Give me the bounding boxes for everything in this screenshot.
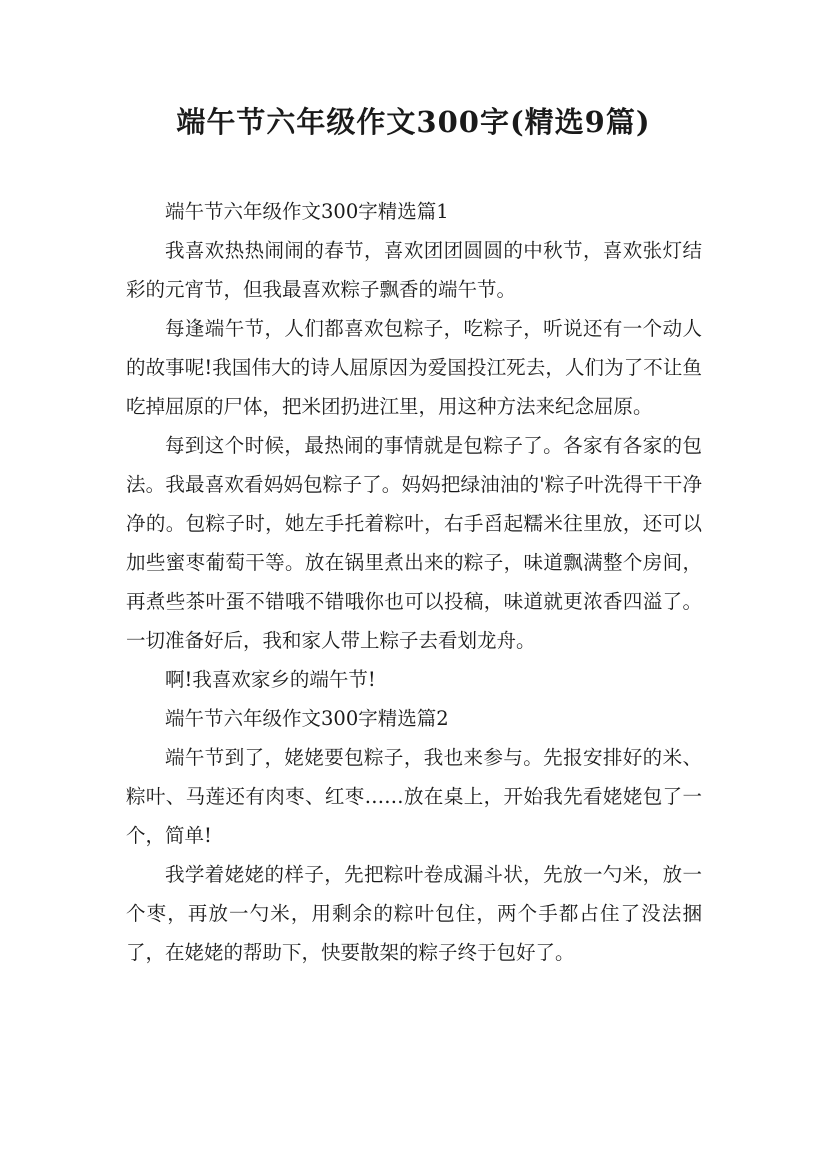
paragraph: 我学着姥姥的样子，先把粽叶卷成漏斗状，先放一勺米，放一个枣，再放一勺米，用剩余的粽叶包住，两个手都占住了没法捆了，在姥姥的帮助下，快要散架的粽子终于包好了。 (126, 863, 702, 964)
paragraph: 端午节到了，姥姥要包粽子，我也来参与。先报安排好的米、粽叶、马莲还有肉枣、红枣……放在桌上，开始我先看姥姥包了一个，简单! (126, 746, 702, 847)
document-title: 端午节六年级作文300字(精选9篇) (176, 105, 651, 139)
paragraph: 每到这个时候，最热闹的事情就是包粽子了。各家有各家的包法。我最喜欢看妈妈包粽子了。妈妈把绿油油的'粽子叶洗得干干净净的。包粽子时，她左手托着粽叶，右手舀起糯米往里放，还可以加些蜜枣葡萄干等。放在锅里煮出来的粽子，味道飘满整个房间，再煮些茶叶蛋不错哦不错哦你也可以投稿，味道就更浓香四溢了。一切准备好后，我和家人带上粽子去看划龙舟。 (126, 434, 702, 652)
paragraph: 啊!我喜欢家乡的端午节! (165, 668, 376, 691)
section-heading-2: 端午节六年级作文300字精选篇2 (165, 707, 449, 730)
paragraph: 每逢端午节，人们都喜欢包粽子，吃粽子，听说还有一个动人的故事呢!我国伟大的诗人屈原因为爱国投江死去，人们为了不让鱼吃掉屈原的尸体，把米团扔进江里，用这种方法来纪念屈原。 (126, 317, 702, 418)
paragraph: 我喜欢热热闹闹的春节，喜欢团团圆圆的中秋节，喜欢张灯结彩的元宵节，但我最喜欢粽子飘香的端午节。 (126, 239, 702, 301)
section-heading-1: 端午节六年级作文300字精选篇1 (165, 200, 449, 223)
document-body (126, 192, 702, 972)
